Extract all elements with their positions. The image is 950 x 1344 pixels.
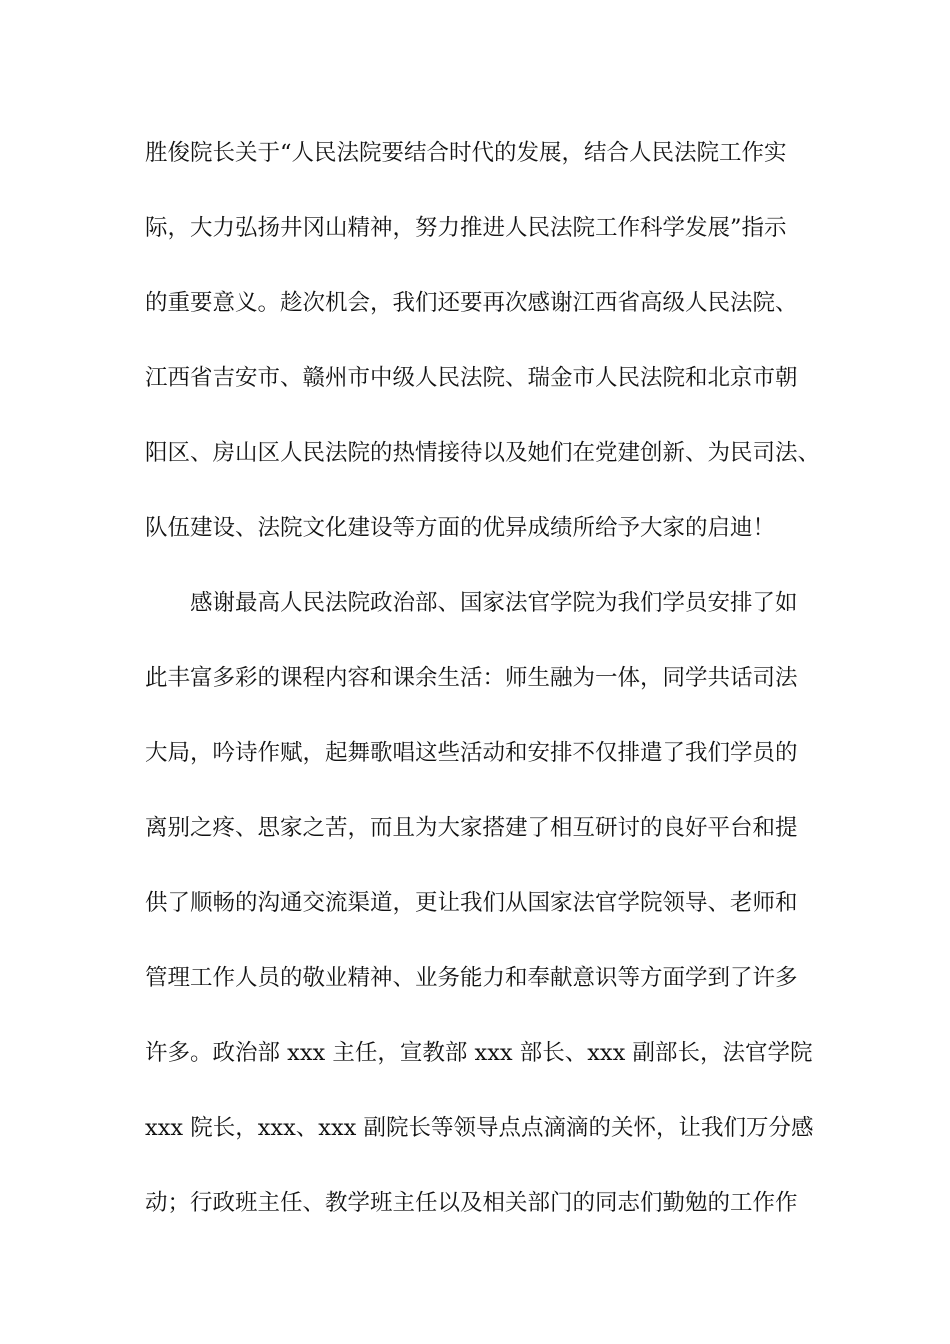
text-line: 管理工作人员的敬业精神、业务能力和奉献意识等方面学到了许多 bbox=[145, 965, 798, 991]
text-line: 动；行政班主任、教学班主任以及相关部门的同志们勤勉的工作作 bbox=[145, 1190, 798, 1216]
text-line: 离别之疼、思家之苦，而且为大家搭建了相互研讨的良好平台和提 bbox=[145, 815, 798, 841]
text-line: 阳区、房山区人民法院的热情接待以及她们在党建创新、为民司法、 bbox=[145, 440, 821, 466]
text-line: 的重要意义。趁次机会，我们还要再次感谢江西省高级人民法院、 bbox=[145, 290, 798, 316]
text-line: 际，大力弘扬井冈山精神，努力推进人民法院工作科学发展”指示 bbox=[145, 215, 787, 241]
text-line: 队伍建设、法院文化建设等方面的优异成绩所给予大家的启迪！ bbox=[145, 515, 776, 541]
text-line: 江西省吉安市、赣州市中级人民法院、瑞金市人民法院和北京市朝 bbox=[145, 365, 798, 391]
text-line: xxx 院长，xxx、xxx 副院长等领导点点滴滴的关怀，让我们万分感 bbox=[145, 1115, 814, 1141]
text-line: 许多。政治部 xxx 主任，宣教部 xxx 部长、xxx 副部长，法官学院 bbox=[145, 1040, 813, 1066]
paragraph-first-line: 感谢最高人民法院政治部、国家法官学院为我们学员安排了如 bbox=[190, 590, 798, 616]
text-line: 胜俊院长关于“人民法院要结合时代的发展，结合人民法院工作实 bbox=[145, 140, 787, 166]
text-line: 供了顺畅的沟通交流渠道，更让我们从国家法官学院领导、老师和 bbox=[145, 890, 798, 916]
text-line: 大局，吟诗作赋，起舞歌唱这些活动和安排不仅排遣了我们学员的 bbox=[145, 740, 798, 766]
document-body bbox=[145, 130, 835, 1255]
text-line: 此丰富多彩的课程内容和课余生活：师生融为一体，同学共话司法 bbox=[145, 665, 798, 691]
